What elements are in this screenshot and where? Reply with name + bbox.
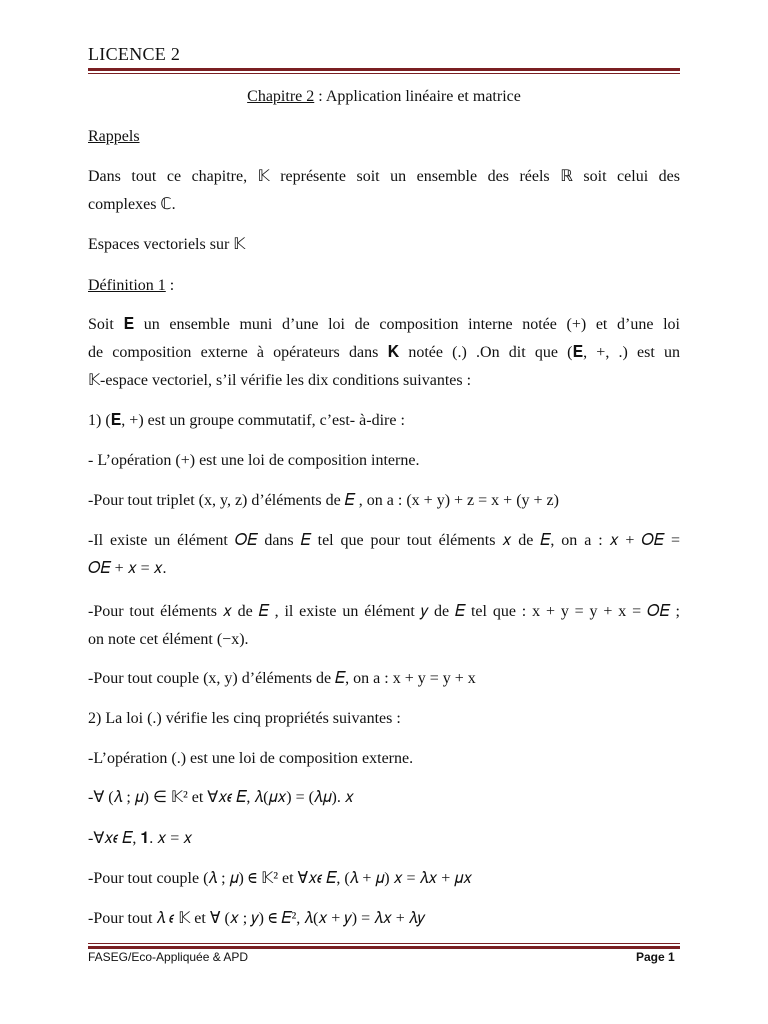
oppose-line-2: on note cet élément (−x). [88, 631, 249, 648]
distrib-2: -Pour tout 𝜆 𝜖 𝕂 et ∀ (𝑥 ; 𝑦) ∈ 𝐸², 𝜆(𝑥 + 𝑦) = 𝜆𝑥 + 𝜆𝑦 [88, 910, 425, 927]
op-interne: - L’opération (+) est une loi de composition interne. [88, 452, 420, 469]
neutre-line-1: -Il existe un élément 𝑂𝐸 dans 𝐸 tel que pour tout éléments 𝑥 de 𝐸, on a : 𝑥 + 𝑂𝐸 = [88, 532, 680, 549]
assoc-externe: -∀ (𝜆 ; 𝜇) ∈ 𝕂² et ∀𝑥𝜖 𝐸, 𝜆(𝜇𝑥) = (𝜆𝜇). 𝑥 [88, 789, 354, 806]
espaces-heading: Espaces vectoriels sur 𝕂 [88, 236, 246, 253]
footer-left: FASEG/Eco-Appliquée & APD [88, 950, 249, 964]
definition-heading [88, 276, 680, 296]
intro-line-2: complexes ℂ. [88, 196, 176, 213]
def-line-2: de composition externe à opérateurs dans 𝐊 notée (.) .On dit que (𝐄, +, .) est un [88, 344, 680, 361]
chapter-subtitle: : Application linéaire et matrice [314, 88, 521, 105]
page-number: Page 1 [636, 950, 675, 964]
chapter-title [0, 88, 768, 106]
oppose-line-1: -Pour tout éléments 𝑥 de 𝐸 , il existe un élément 𝑦 de 𝐸 tel que : x + y = y + x = 𝑂𝐸 ; [88, 603, 680, 620]
header-rule-thin [88, 73, 680, 74]
definition-label: Définition 1 [88, 277, 166, 294]
intro-line-1: Dans tout ce chapitre, 𝕂 représente soit un ensemble des réels ℝ soit celui des [88, 168, 680, 185]
rappels-heading: Rappels [88, 128, 140, 145]
header-title: LICENCE 2 [88, 44, 181, 64]
triplet-assoc: -Pour tout triplet (x, y, z) d’éléments de 𝐸 , on a : (x + y) + z = x + (y + z) [88, 492, 559, 509]
unit-axiom: -∀𝑥𝜖 𝐸, 𝟏. 𝑥 = 𝑥 [88, 830, 193, 847]
def-line-3: 𝕂-espace vectoriel, s’il vérifie les dix conditions suivantes : [88, 372, 472, 389]
header-rule [88, 68, 680, 71]
def-line-1: Soit 𝐄 un ensemble muni d’une loi de composition interne notée (+) et d’une loi [88, 316, 680, 333]
definition-colon: : [165, 277, 175, 294]
op-externe: -L’opération (.) est une loi de composition externe. [88, 750, 414, 767]
distrib-1: -Pour tout couple (𝜆 ; 𝜇) ∈ 𝕂² et ∀𝑥𝜖 𝐸, (𝜆 + 𝜇) 𝑥 = 𝜆𝑥 + 𝜇𝑥 [88, 870, 473, 887]
footer-rule [88, 946, 680, 949]
commutativite: -Pour tout couple (x, y) d’éléments de 𝐸, on a : x + y = y + x [88, 670, 476, 687]
chapter-label: Chapitre 2 [247, 88, 315, 105]
item-1: 1) (𝐄, +) est un groupe commutatif, c’est- à-dire : [88, 412, 405, 429]
footer-rule-thin [88, 943, 680, 944]
item-2: 2) La loi (.) vérifie les cinq propriétés suivantes : [88, 710, 401, 727]
neutre-line-2: 𝑂𝐸 + 𝑥 = 𝑥. [88, 560, 167, 577]
